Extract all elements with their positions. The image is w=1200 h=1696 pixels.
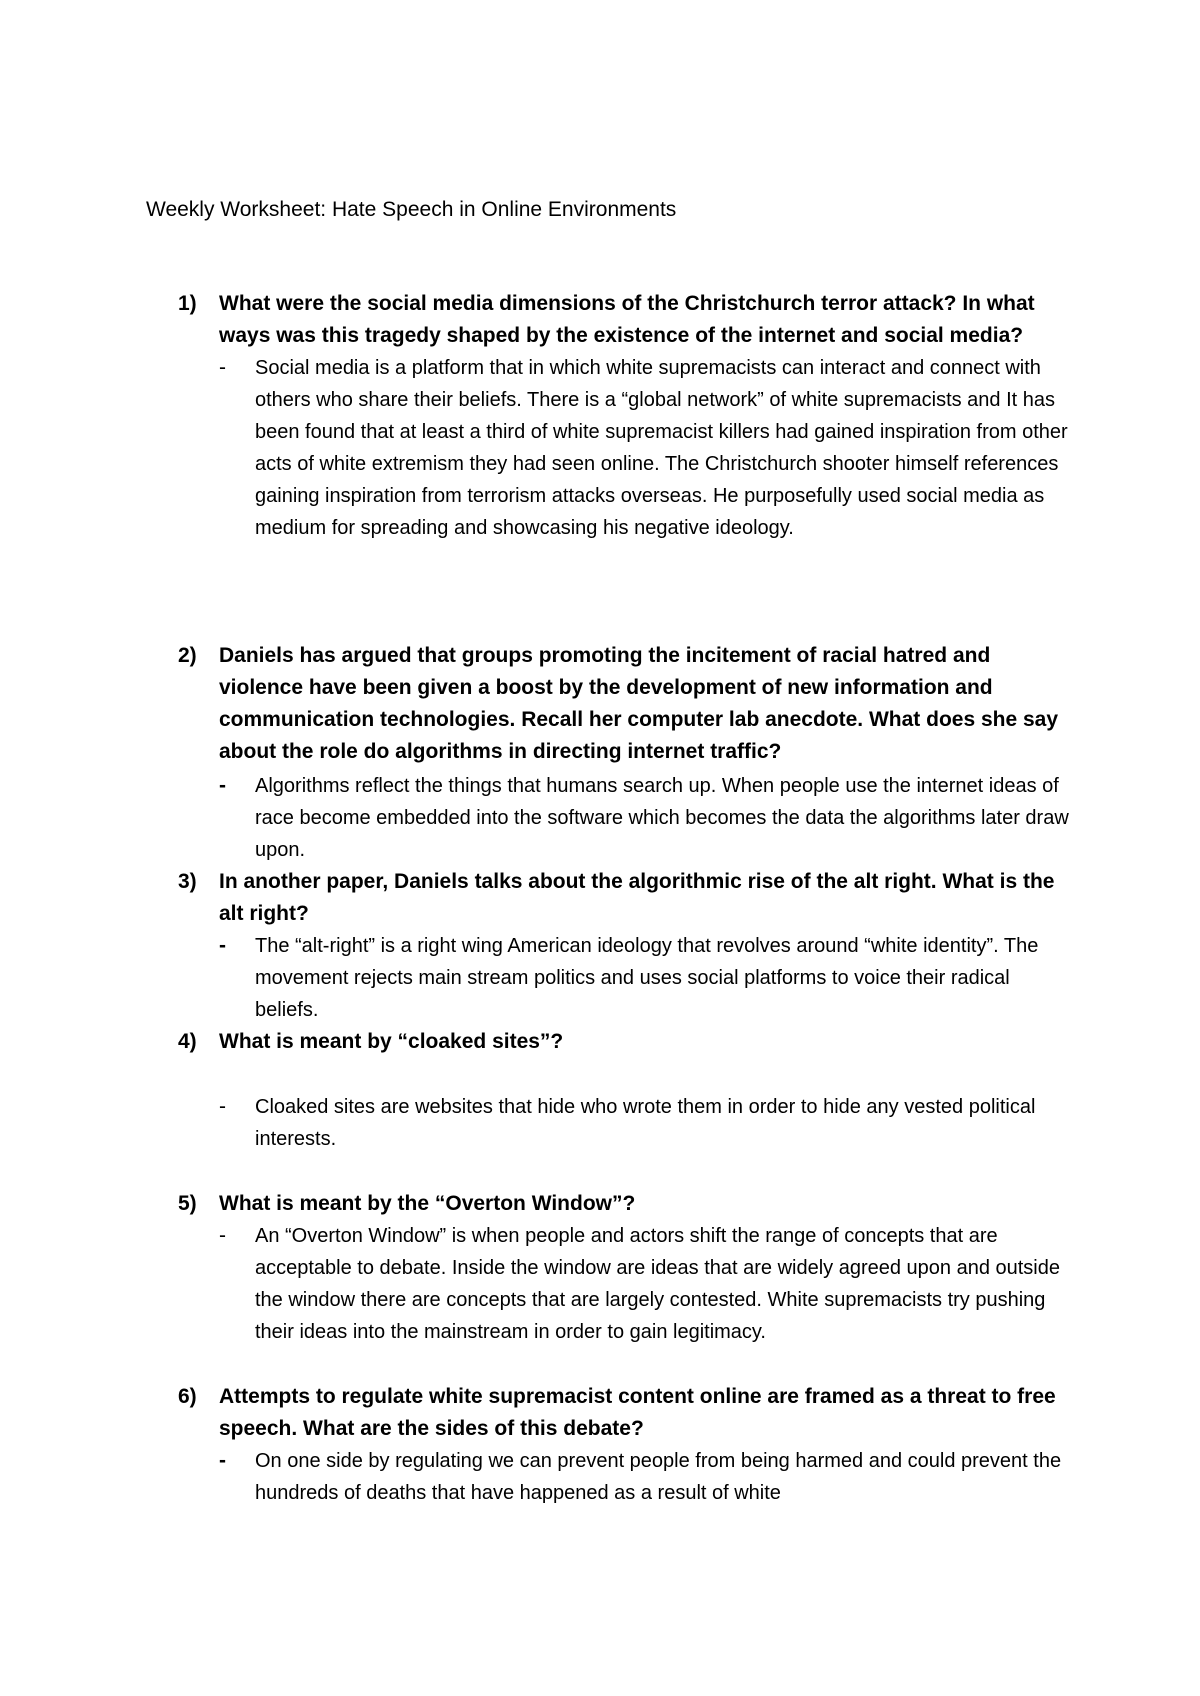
question-text: What is meant by “cloaked sites”? <box>219 1030 564 1053</box>
bullet-dash: - <box>219 934 226 957</box>
answer-text: The “alt-right” is a right wing American ideology that revolves around “white identity”. The movement rejects main stream politics and uses social platforms to voice their radical beliefs. <box>255 935 1039 1021</box>
answer-text: Algorithms reflect the things that humans search up. When people use the internet ideas of race become embedded into the software which becomes the data the algorithms later draw upon. <box>255 775 1069 861</box>
bullet-dash: - <box>219 1224 226 1247</box>
answer-text: Social media is a platform that in which white supremacists can interact and connect with others who share their beliefs. There is a “global network” of white supremacists and It has been found that at least a third of white supremacist killers had gained inspiration from other acts of white extremism they had seen online. The Christchurch shooter himself references gaining inspiration from terrorism attacks overseas. He purposefully used social media as medium for spreading and showcasing his negative ideology. <box>255 357 1068 539</box>
answer-text: Cloaked sites are websites that hide who wrote them in order to hide any vested political interests. <box>255 1096 1036 1150</box>
bullet-dash: - <box>219 1095 226 1118</box>
document-title: Weekly Worksheet: Hate Speech in Online Environments <box>146 198 677 221</box>
question-text: What were the social media dimensions of the Christchurch terror attack? In what ways was this tragedy shaped by the existence of the internet and social media? <box>219 292 1035 347</box>
question-text: In another paper, Daniels talks about the algorithmic rise of the alt right. What is the alt right? <box>219 870 1055 925</box>
question-text: What is meant by the “Overton Window”? <box>219 1192 636 1215</box>
question-number: 4) <box>178 1030 197 1053</box>
question-text: Daniels has argued that groups promoting the incitement of racial hatred and violence have been given a boost by the development of new information and communication technologies. Recall her computer lab anecdote. What does she say about the role do algorithms in directing internet traffic? <box>219 644 1059 763</box>
question-number: 1) <box>178 292 197 315</box>
question-number: 6) <box>178 1385 197 1408</box>
bullet-dash: - <box>219 1449 226 1472</box>
answer-text: An “Overton Window” is when people and actors shift the range of concepts that are acceptable to debate. Inside the window are ideas that are widely agreed upon and outside the window there are concepts that are largely contested. White supremacists try pushing their ideas into the mainstream in order to gain legitimacy. <box>255 1225 1060 1343</box>
question-text: Attempts to regulate white supremacist content online are framed as a threat to free speech. What are the sides of this debate? <box>219 1385 1056 1440</box>
question-number: 2) <box>178 644 197 667</box>
bullet-dash: - <box>219 356 226 379</box>
question-number: 3) <box>178 870 197 893</box>
question-number: 5) <box>178 1192 197 1215</box>
answer-text: On one side by regulating we can prevent people from being harmed and could prevent the hundreds of deaths that have happened as a result of white <box>255 1450 1062 1504</box>
bullet-dash: - <box>219 774 226 797</box>
